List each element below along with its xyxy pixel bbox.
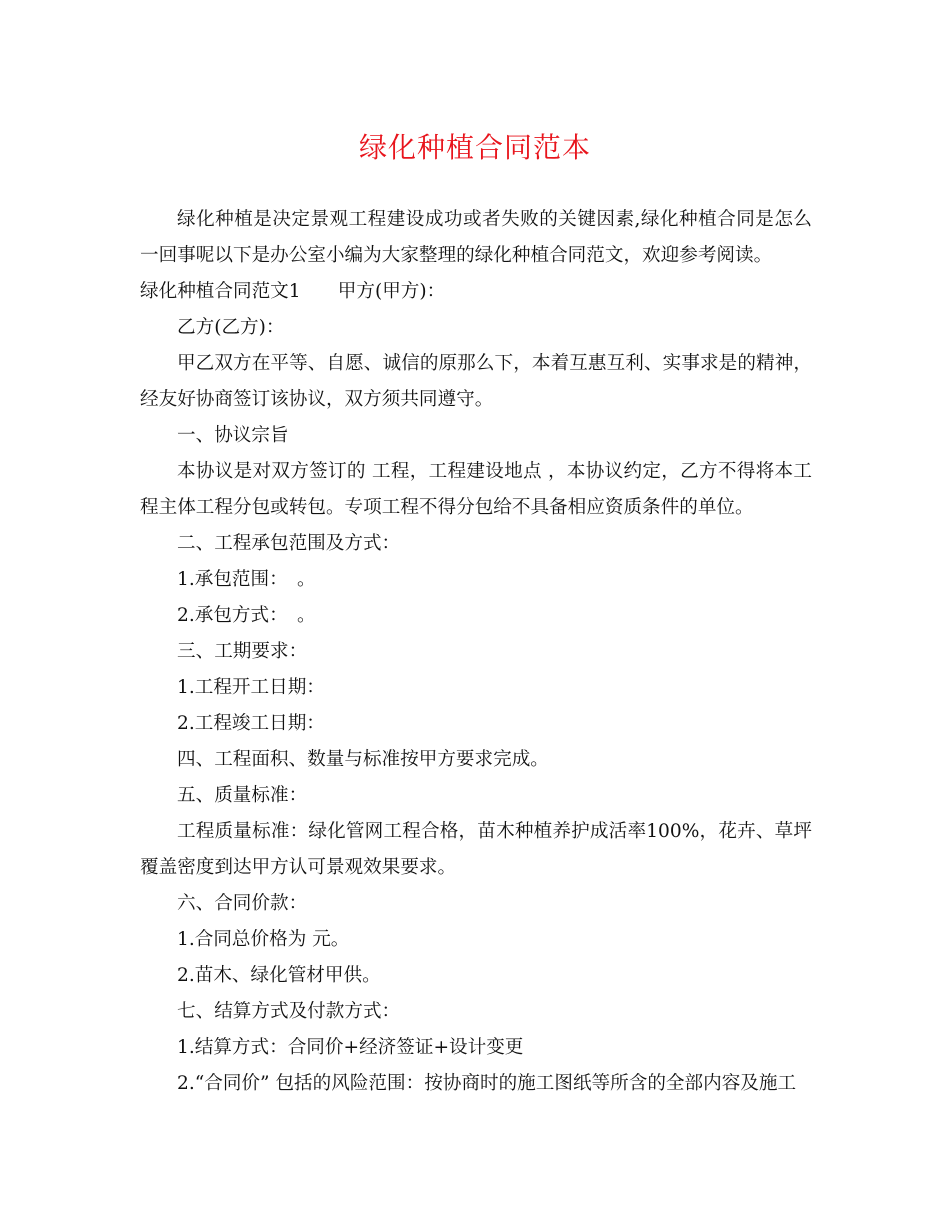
section-heading-6: 六、合同价款： xyxy=(177,893,308,914)
document-title: 绿化种植合同范本 xyxy=(358,131,591,164)
list-item: 1.承包范围： 。 xyxy=(177,569,316,590)
document-body xyxy=(140,202,812,1102)
paragraph-agreement: 甲乙双方在平等、自愿、诚信的原那么下，本着互惠互利、实事求是的精神，经友好协商签订该协议，双方须共同遵守。 xyxy=(140,353,812,410)
list-item: 2.工程竣工日期： xyxy=(177,713,325,734)
list-item: 2.苗木、绿化管材甲供。 xyxy=(177,965,381,986)
list-item: 1.结算方式：合同价+经济签证+设计变更 xyxy=(177,1037,524,1058)
paragraph-intro: 绿化种植是决定景观工程建设成功或者失败的关键因素,绿化种植合同是怎么一回事呢以下是办公室小编为大家整理的绿化种植合同范文，欢迎参考阅读。 xyxy=(140,209,812,266)
list-item: 1.合同总价格为 元。 xyxy=(177,929,350,950)
section-heading-3: 三、工期要求： xyxy=(177,641,308,662)
list-item: 1.工程开工日期： xyxy=(177,677,325,698)
paragraph-party-b: 乙方(乙方)： xyxy=(177,317,285,338)
section-heading-1: 一、协议宗旨 xyxy=(177,425,289,446)
list-item: 2.承包方式： 。 xyxy=(177,605,316,626)
paragraph-purpose: 本协议是对双方签订的 工程，工程建设地点 ，本协议约定，乙方不得将本工程主体工程分包或转包。专项工程不得分包给不具备相应资质条件的单位。 xyxy=(140,461,812,518)
paragraph-contract-heading: 绿化种植合同范文1 甲方(甲方)： xyxy=(140,281,446,302)
paragraph-quality: 工程质量标准：绿化管网工程合格，苗木种植养护成活率100%，花卉、草坪覆盖密度到达甲方认可景观效果要求。 xyxy=(140,821,812,878)
section-heading-5: 五、质量标准： xyxy=(177,785,308,806)
section-heading-4: 四、工程面积、数量与标准按甲方要求完成。 xyxy=(177,749,549,770)
section-heading-7: 七、结算方式及付款方式： xyxy=(177,1001,401,1022)
section-heading-2: 二、工程承包范围及方式： xyxy=(177,533,401,554)
list-item: 2.“合同价” 包括的风险范围：按协商时的施工图纸等所含的全部内容及施工 xyxy=(177,1073,797,1094)
